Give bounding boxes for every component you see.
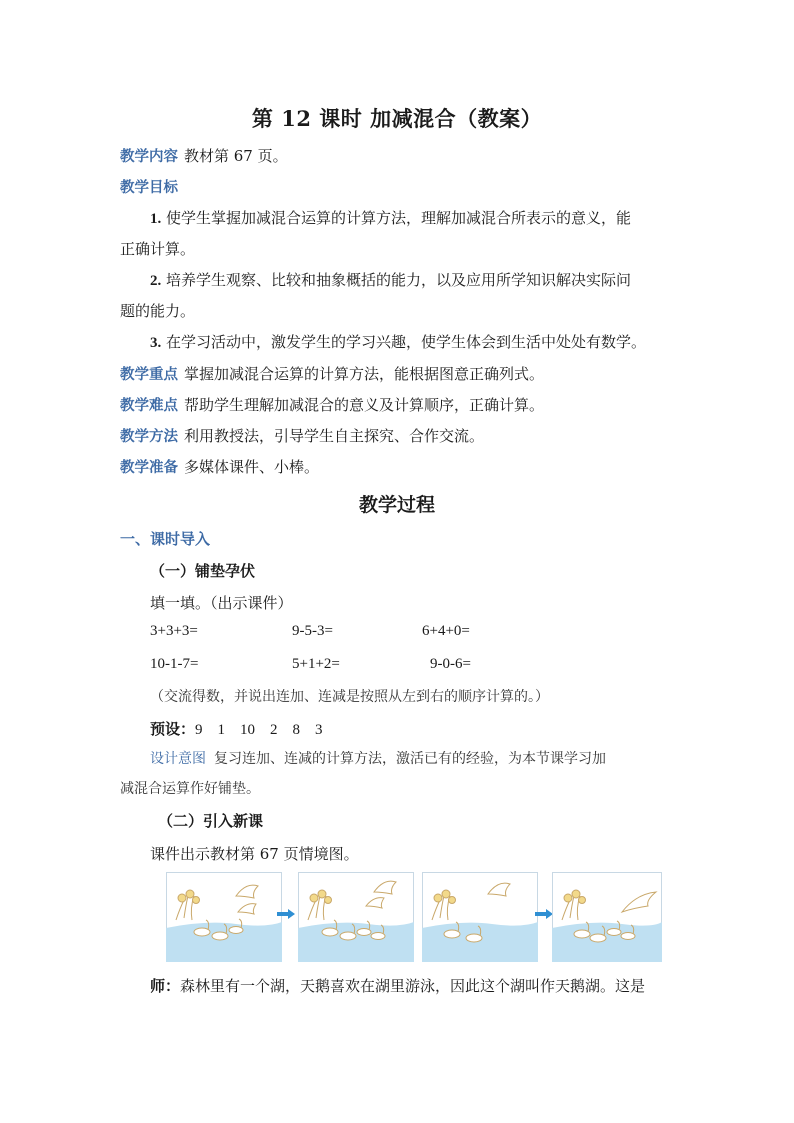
teaching-content-text: 教材第 67 页。 bbox=[184, 147, 288, 165]
goal-1-line-1 bbox=[150, 207, 680, 228]
preparation-text: 多媒体课件、小棒。 bbox=[184, 458, 320, 476]
arrow-icon-2 bbox=[534, 908, 554, 920]
design-intent-label: 设计意图 bbox=[150, 751, 206, 767]
method-label: 教学方法 bbox=[120, 429, 178, 445]
goal-3-line-1 bbox=[150, 331, 680, 352]
teacher-line bbox=[150, 975, 680, 996]
difficulty-text: 帮助学生理解加减混合的意义及计算顺序，正确计算。 bbox=[184, 396, 545, 414]
goal-1-text: 使学生掌握加减混合运算的计算方法，理解加减混合所表示的意义，能 bbox=[166, 209, 632, 227]
equation-6: 9-0-6= bbox=[430, 656, 471, 672]
key-point-text: 掌握加减混合运算的计算方法，能根据图意正确列式。 bbox=[184, 365, 545, 383]
process-title: 教学过程 bbox=[358, 494, 435, 516]
teacher-text: 森林里有一个湖，天鹅喜欢在湖里游泳，因此这个湖叫作天鹅湖。这是 bbox=[180, 977, 646, 995]
goal-2-number: 2. bbox=[150, 273, 162, 289]
teaching-goals-line bbox=[120, 176, 680, 197]
goal-2-line-1 bbox=[150, 269, 680, 290]
scene-image-4 bbox=[552, 872, 662, 962]
equation-4: 10-1-7= bbox=[150, 656, 199, 672]
show-scene-text: 课件出示教材第 67 页情境图。 bbox=[150, 845, 359, 863]
teaching-goals-label: 教学目标 bbox=[120, 180, 178, 196]
design-intent-text: 复习连加、连减的计算方法，激活已有的经验，为本节课学习加 bbox=[214, 751, 606, 767]
equation-3: 6+4+0= bbox=[422, 623, 470, 639]
page-title: 第 12 课时 加减混合（教案） bbox=[251, 106, 543, 131]
goal-1-number: 1. bbox=[150, 211, 162, 227]
key-point-label: 教学重点 bbox=[120, 367, 178, 383]
preset-label: 预设： bbox=[150, 720, 196, 738]
teaching-content-label: 教学内容 bbox=[120, 149, 178, 165]
design-intent-line-2: 减混合运算作好铺垫。 bbox=[120, 781, 260, 797]
section-1-heading: 一、课时导入 bbox=[120, 530, 211, 548]
scene-image-1 bbox=[166, 872, 282, 962]
scene-image-2 bbox=[298, 872, 414, 962]
goal-2-line-2: 题的能力。 bbox=[120, 302, 196, 320]
equation-1: 3+3+3= bbox=[150, 623, 198, 639]
design-intent-line-1 bbox=[150, 748, 680, 768]
teaching-content-line bbox=[120, 145, 680, 166]
subsection-1-heading: （一）铺垫孕伏 bbox=[150, 562, 256, 580]
scene-image-3 bbox=[422, 872, 538, 962]
difficulty-label: 教学难点 bbox=[120, 398, 178, 414]
goal-3-number: 3. bbox=[150, 335, 162, 351]
fill-instruction: 填一填。（出示课件） bbox=[150, 594, 293, 612]
method-line bbox=[120, 425, 680, 446]
preset-values: 9 1 10 2 8 3 bbox=[195, 722, 323, 738]
method-text: 利用教授法，引导学生自主探究、合作交流。 bbox=[184, 427, 485, 445]
teacher-label: 师： bbox=[150, 977, 181, 995]
equation-2: 9-5-3= bbox=[292, 623, 333, 639]
key-point-line bbox=[120, 363, 680, 384]
arrow-icon-1 bbox=[276, 908, 296, 920]
goal-2-text: 培养学生观察、比较和抽象概括的能力，以及应用所学知识解决实际问 bbox=[166, 271, 632, 289]
exchange-note: （交流得数，并说出连加、连减是按照从左到右的顺序计算的。） bbox=[150, 689, 549, 705]
preparation-line bbox=[120, 456, 680, 477]
goal-3-text: 在学习活动中，激发学生的学习兴趣，使学生体会到生活中处处有数学。 bbox=[166, 333, 647, 351]
subsection-2-heading: （二）引入新课 bbox=[158, 812, 264, 830]
goal-1-line-2: 正确计算。 bbox=[120, 240, 196, 258]
preset-line bbox=[150, 718, 680, 739]
difficulty-line bbox=[120, 394, 680, 415]
equation-5: 5+1+2= bbox=[292, 656, 340, 672]
preparation-label: 教学准备 bbox=[120, 460, 178, 476]
